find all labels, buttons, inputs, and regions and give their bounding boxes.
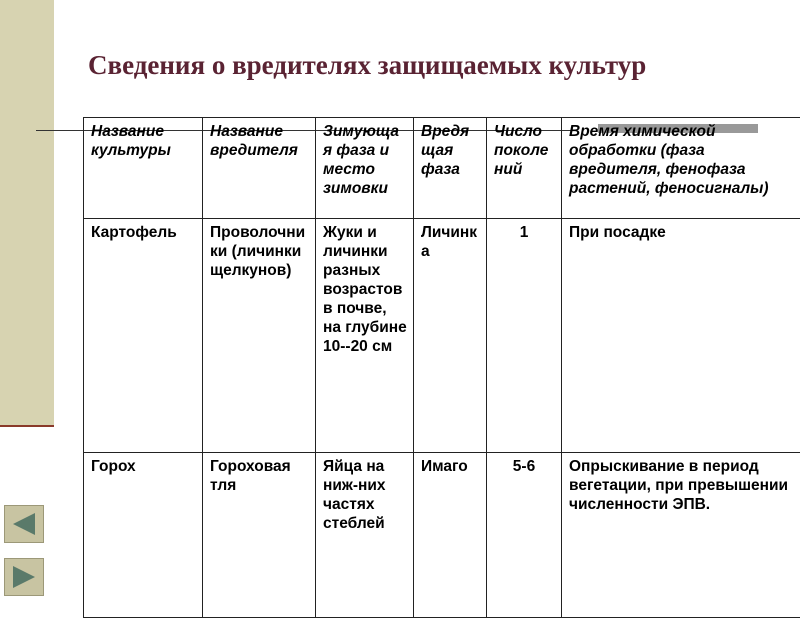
slide-title: Сведения о вредителях защищаемых культур	[88, 50, 646, 81]
cell-culture: Горох	[84, 453, 203, 618]
cell-treatment: Опрыскивание в период вегетации, при превышении численности ЭПВ.	[562, 453, 800, 618]
cell-harmful-phase: Имаго	[414, 453, 487, 618]
pests-table	[83, 117, 800, 618]
table-row	[84, 219, 800, 453]
header-treatment: Время химической обработки (фаза вредителя, фенофаза растений, феносигналы)	[562, 118, 800, 219]
previous-slide-button[interactable]	[4, 505, 44, 543]
cell-wintering: Яйца на ниж-них частях стеблей	[316, 453, 414, 618]
table-header-row	[84, 118, 800, 219]
triangle-left-icon	[9, 511, 39, 537]
next-slide-button[interactable]	[4, 558, 44, 596]
header-wintering: Зимующая фаза и место зимовки	[316, 118, 414, 219]
cell-wintering: Жуки и личинки разных возрастов в почве, на глубине 10--20 см	[316, 219, 414, 453]
header-harmful-phase: Вредящая фаза	[414, 118, 487, 219]
cell-generations: 5-6	[487, 453, 562, 618]
header-generations: Число поколений	[487, 118, 562, 219]
cell-harmful-phase: Личинка	[414, 219, 487, 453]
header-culture: Название культуры	[84, 118, 203, 219]
header-pest: Название вредителя	[203, 118, 316, 219]
cell-treatment: При посадке	[562, 219, 800, 453]
table-row	[84, 453, 800, 618]
cell-pest: Гороховая тля	[203, 453, 316, 618]
sidebar-decor	[0, 0, 54, 425]
cell-generations: 1	[487, 219, 562, 453]
sidebar-edge	[0, 425, 54, 427]
cell-pest: Проволочники (личинки щелкунов)	[203, 219, 316, 453]
cell-culture: Картофель	[84, 219, 203, 453]
triangle-right-icon	[9, 564, 39, 590]
